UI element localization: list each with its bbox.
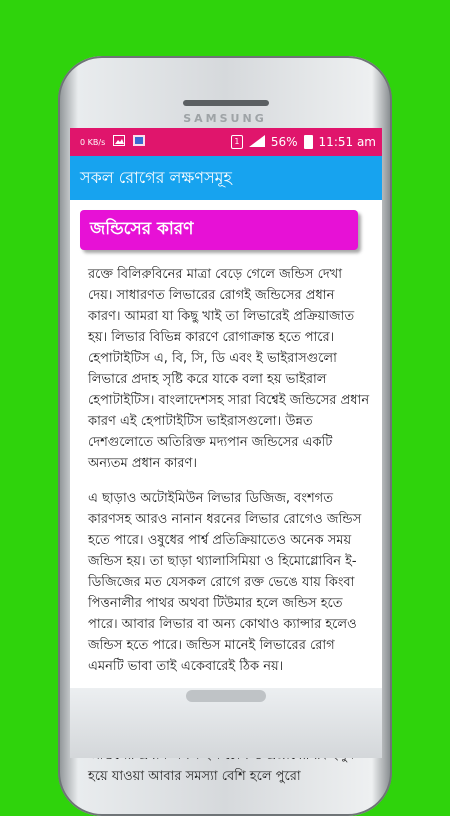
- photo-icon: [133, 135, 145, 149]
- paragraph: হয়ে যাওয়া আবার সমস্যা বেশি হলে পুরো: [88, 769, 301, 784]
- app-bar: [70, 156, 382, 200]
- battery-percent: 56%: [270, 135, 298, 149]
- paragraph: রক্তে বিলিরুবিনের মাত্রা বেড়ে গেলে জন্ডিস দেখা দেয়। সাধারণত লিভারের রোগই জন্ডিসের প্রধান কারণ। আমরা যা কিছু খাই তা লিভারেই প্রক্রিয়াজাত হয়। লিভার বিভিন্ন কারণে রোগাক্রান্ত হতে পারে। হেপাটাইটিস এ, বি, সি, ডি এবং ই ভাইরাসগুলো লিভারে প্রদাহ সৃষ্টি করে যাকে বলা হয় ভাইরাল হেপাটাইটিস। বাংলাদেশসহ সারা বিশ্বেই জন্ডিসের প্রধান কারণ এই হেপাটাইটিস ভাইরাসগুলো। উন্নত দেশগুলোতে অতিরিক্ত মদ্যপান জন্ডিসের একটি অন্যতম প্রধান কারণ।: [88, 267, 370, 471]
- image-icon: [113, 135, 125, 149]
- paragraph: এ ছাড়াও অটোইমিউন লিভার ডিজিজ, বংশগত কারণসহ আরও নানান ধরনের লিভার রোগেও জন্ডিস হতে পারে। ওষুধের পার্শ্ব প্রতিক্রিয়াতেও অনেক সময় জন্ডিস হয়। তা ছাড়া থ্যালাসিমিয়া ও হিমোগ্লোবিন ই-ডিজিজের মত যেসকল রোগে রক্ত ভেঙে যায় কিংবা পিত্তনালীর পাথর অথবা টিউমার হলে জন্ডিস হতে পারে। আবার লিভার বা অন্য কোথাও ক্যান্সার হলেও জন্ডিস হতে পারে। জন্ডিস মানেই লিভারের রোগ এমনটি ভাবা তাই একেবারেই ঠিক নয়।: [88, 491, 362, 674]
- network-speed: 0 KB/s: [80, 137, 106, 147]
- clock: 11:51 am: [318, 135, 376, 149]
- home-button[interactable]: [186, 690, 266, 702]
- device-brand: SAMSUNG: [183, 112, 267, 125]
- sim-icon: 1: [231, 135, 243, 149]
- app-title: সকল রোগের লক্ষণসমূহ: [80, 167, 232, 187]
- battery-icon: [304, 135, 313, 149]
- status-bar: [70, 128, 382, 156]
- section-header-causes: জন্ডিসের কারণ: [80, 210, 358, 250]
- phone-screen: [70, 128, 382, 784]
- speaker-grille: [183, 100, 269, 106]
- signal-icon: [249, 135, 265, 150]
